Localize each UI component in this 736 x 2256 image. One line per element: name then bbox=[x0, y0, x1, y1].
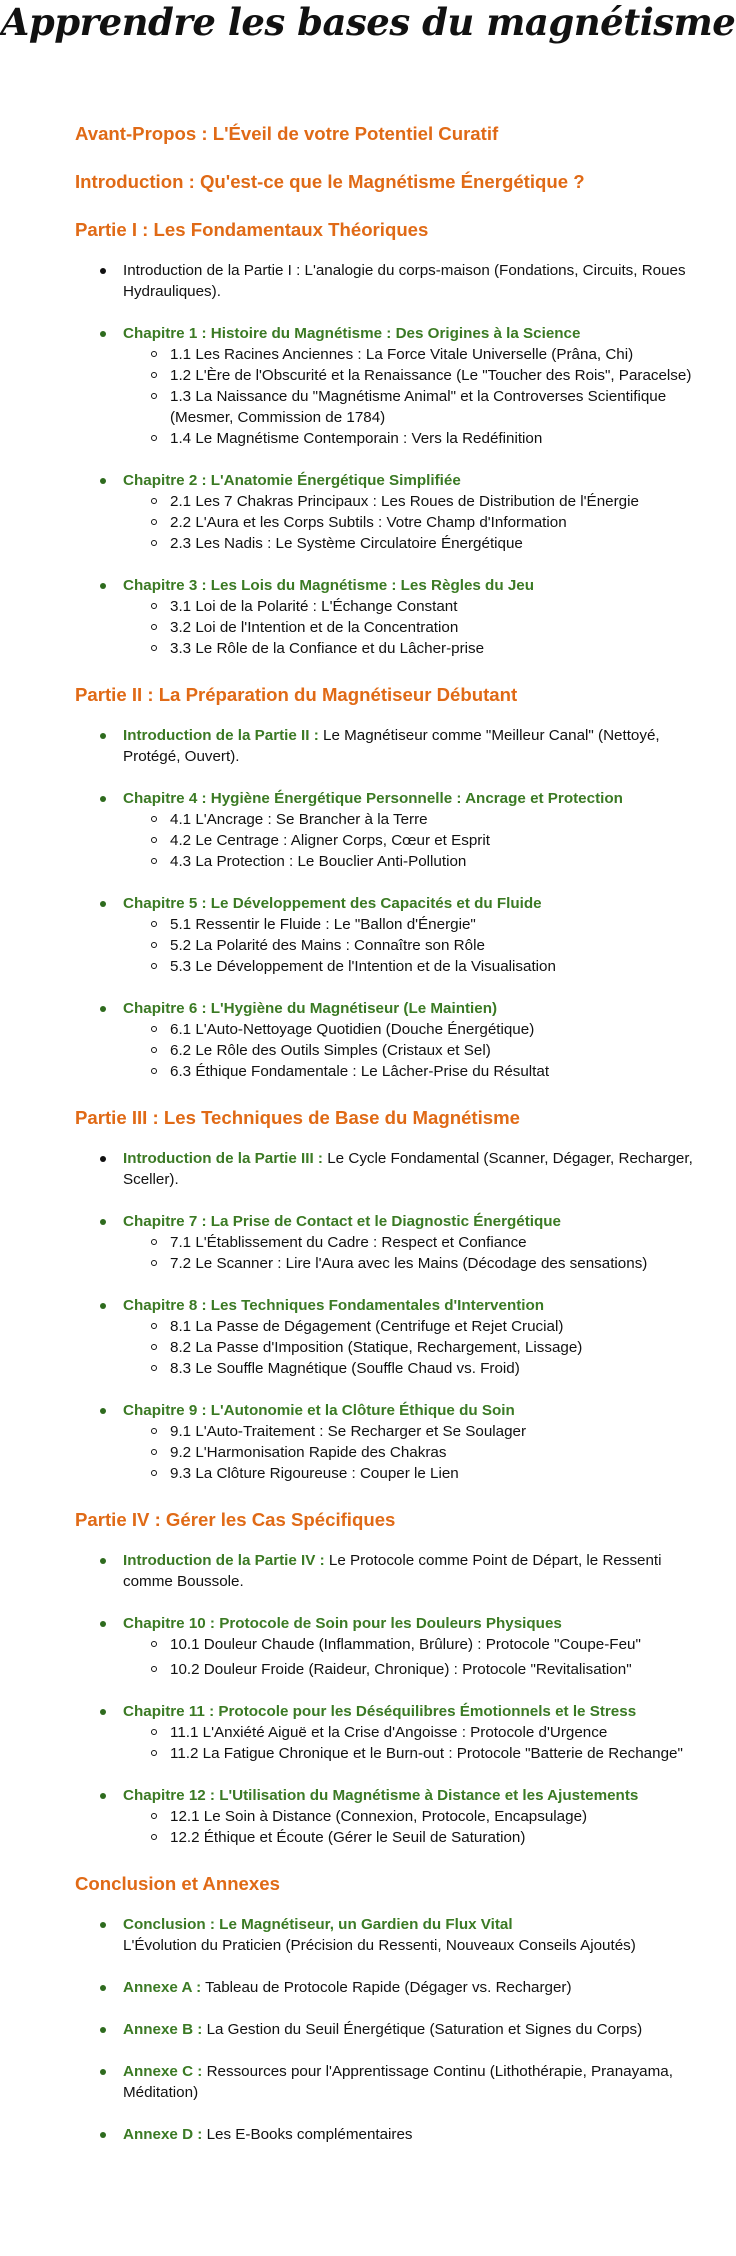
annex-text: Ressources pour l'Apprentissage Continu (Lithothérapie, Pranayama, Méditation) bbox=[123, 2063, 673, 2101]
circle-bullet-icon bbox=[151, 1068, 157, 1074]
sub-item-text: 1.2 L'Ère de l'Obscurité et la Renaissance (Le "Toucher des Rois", Paracelse) bbox=[170, 367, 692, 384]
list-item bbox=[123, 1019, 695, 1040]
chapter-title: Chapitre 10 : Protocole de Soin pour les Douleurs Physiques bbox=[123, 1615, 562, 1632]
circle-bullet-icon bbox=[151, 837, 157, 843]
sub-item-text: 1.4 Le Magnétisme Contemporain : Vers la Redéfinition bbox=[170, 430, 543, 447]
circle-bullet-icon bbox=[151, 1026, 157, 1032]
conclusion-text: L'Évolution du Praticien (Précision du Ressenti, Nouveaux Conseils Ajoutés) bbox=[123, 1937, 636, 1954]
list-item bbox=[123, 1806, 695, 1827]
sub-item-text: 4.3 La Protection : Le Bouclier Anti-Pollution bbox=[170, 853, 467, 870]
list-item bbox=[123, 1040, 695, 1061]
circle-bullet-icon bbox=[151, 1666, 157, 1672]
bullet-icon bbox=[100, 733, 106, 739]
intro-text: Le Cycle Fondamental (Scanner, Dégager, Recharger, Sceller). bbox=[123, 1150, 693, 1188]
list-item bbox=[75, 1148, 695, 1190]
sub-item-text: 7.2 Le Scanner : Lire l'Aura avec les Mains (Décodage des sensations) bbox=[170, 1255, 648, 1272]
heading-introduction: Introduction : Qu'est-ce que le Magnétisme Énergétique ? bbox=[75, 171, 585, 192]
chapter-6 bbox=[75, 998, 695, 1082]
list-item bbox=[123, 1827, 695, 1848]
list-item bbox=[75, 725, 695, 767]
circle-bullet-icon bbox=[151, 1239, 157, 1245]
sub-item-text: 6.3 Éthique Fondamentale : Le Lâcher-Prise du Résultat bbox=[170, 1063, 550, 1080]
sub-item-text: 5.3 Le Développement de l'Intention et de la Visualisation bbox=[170, 958, 556, 975]
sub-item-text: 8.2 La Passe d'Imposition (Statique, Rechargement, Lissage) bbox=[170, 1339, 583, 1356]
annex-label: Annexe C : bbox=[123, 2063, 203, 2080]
annex-label: Annexe B : bbox=[123, 2021, 203, 2038]
circle-bullet-icon bbox=[151, 816, 157, 822]
circle-bullet-icon bbox=[151, 351, 157, 357]
chapter-11 bbox=[75, 1701, 695, 1764]
circle-bullet-icon bbox=[151, 1470, 157, 1476]
list-item bbox=[123, 533, 695, 554]
list-item bbox=[123, 1421, 695, 1442]
sub-item-text: 2.2 L'Aura et les Corps Subtils : Votre Champ d'Information bbox=[170, 514, 567, 531]
list-item bbox=[123, 638, 695, 659]
partie-4-list bbox=[75, 1550, 695, 1848]
circle-bullet-icon bbox=[151, 603, 157, 609]
bullet-icon bbox=[100, 1922, 106, 1928]
intro-label: Introduction de la Partie II : bbox=[123, 727, 319, 744]
sub-item-text: 4.2 Le Centrage : Aligner Corps, Cœur et Esprit bbox=[170, 832, 490, 849]
sub-item-text: 3.2 Loi de l'Intention et de la Concentration bbox=[170, 619, 459, 636]
circle-bullet-icon bbox=[151, 1750, 157, 1756]
bullet-icon bbox=[100, 583, 106, 589]
circle-bullet-icon bbox=[151, 624, 157, 630]
list-item bbox=[123, 1061, 695, 1082]
chapter-4 bbox=[75, 788, 695, 872]
intro-text: Le Protocole comme Point de Départ, le Ressenti comme Boussole. bbox=[123, 1552, 662, 1590]
chapter-title: Chapitre 2 : L'Anatomie Énergétique Simplifiée bbox=[123, 472, 461, 489]
list-item bbox=[123, 596, 695, 617]
chapter-2 bbox=[75, 470, 695, 554]
list-item bbox=[123, 1634, 695, 1655]
list-item bbox=[123, 344, 695, 365]
bullet-icon bbox=[100, 1303, 106, 1309]
chapter-title: Chapitre 6 : L'Hygiène du Magnétiseur (Le Maintien) bbox=[123, 1000, 498, 1017]
sub-item-text: 3.3 Le Rôle de la Confiance et du Lâcher-prise bbox=[170, 640, 485, 657]
chapter-title: Chapitre 7 : La Prise de Contact et le Diagnostic Énergétique bbox=[123, 1213, 562, 1230]
circle-bullet-icon bbox=[151, 1047, 157, 1053]
chapter-1 bbox=[75, 323, 695, 449]
sub-item-text: 5.2 La Polarité des Mains : Connaître son Rôle bbox=[170, 937, 485, 954]
chapter-title: Chapitre 5 : Le Développement des Capacités et du Fluide bbox=[123, 895, 542, 912]
bullet-icon bbox=[100, 1408, 106, 1414]
conclusion-label: Conclusion : Le Magnétiseur, un Gardien du Flux Vital bbox=[123, 1916, 513, 1933]
circle-bullet-icon bbox=[151, 1344, 157, 1350]
chapter-3 bbox=[75, 575, 695, 659]
intro-label: Introduction de la Partie IV : bbox=[123, 1552, 325, 1569]
chapter-8 bbox=[75, 1295, 695, 1379]
list-item bbox=[123, 512, 695, 533]
bullet-icon bbox=[100, 1558, 106, 1564]
list-item bbox=[123, 1316, 695, 1337]
sub-item-text: 10.1 Douleur Chaude (Inflammation, Brûlure) : Protocole "Coupe-Feu" bbox=[170, 1636, 641, 1653]
circle-bullet-icon bbox=[151, 1428, 157, 1434]
sub-item-text: 5.1 Ressentir le Fluide : Le "Ballon d'Énergie" bbox=[170, 916, 476, 933]
chapter-title: Chapitre 12 : L'Utilisation du Magnétisme à Distance et les Ajustements bbox=[123, 1787, 639, 1804]
sub-item-text: 9.2 L'Harmonisation Rapide des Chakras bbox=[170, 1444, 447, 1461]
bullet-icon bbox=[100, 1006, 106, 1012]
sub-item-text: 8.3 Le Souffle Magnétique (Souffle Chaud vs. Froid) bbox=[170, 1360, 520, 1377]
partie-1-list bbox=[75, 260, 695, 659]
heading-partie-2: Partie II : La Préparation du Magnétiseur Débutant bbox=[75, 684, 518, 705]
chapter-title: Chapitre 11 : Protocole pour les Déséquilibres Émotionnels et le Stress bbox=[123, 1703, 637, 1720]
list-item bbox=[123, 914, 695, 935]
intro-label: Introduction de la Partie III : bbox=[123, 1150, 323, 1167]
list-item bbox=[75, 260, 695, 302]
sub-item-text: 6.1 L'Auto-Nettoyage Quotidien (Douche Énergétique) bbox=[170, 1021, 535, 1038]
list-item bbox=[123, 1743, 695, 1764]
chapter-7 bbox=[75, 1211, 695, 1274]
list-item bbox=[123, 809, 695, 830]
circle-bullet-icon bbox=[151, 540, 157, 546]
bullet-icon bbox=[100, 2027, 106, 2033]
chapter-5 bbox=[75, 893, 695, 977]
circle-bullet-icon bbox=[151, 1729, 157, 1735]
list-item bbox=[123, 935, 695, 956]
bullet-icon bbox=[100, 331, 106, 337]
circle-bullet-icon bbox=[151, 498, 157, 504]
list-item bbox=[75, 2019, 695, 2040]
list-item bbox=[123, 1722, 695, 1743]
intro-text: Introduction de la Partie I : L'analogie du corps-maison (Fondations, Circuits, Roues Hydrauliques). bbox=[123, 262, 686, 300]
circle-bullet-icon bbox=[151, 1323, 157, 1329]
list-item bbox=[123, 386, 695, 428]
conclusion-list bbox=[75, 1914, 695, 2145]
heading-partie-1: Partie I : Les Fondamentaux Théoriques bbox=[75, 219, 429, 240]
circle-bullet-icon bbox=[151, 1365, 157, 1371]
list-item bbox=[123, 1358, 695, 1379]
list-item bbox=[75, 1550, 695, 1592]
chapter-9 bbox=[75, 1400, 695, 1484]
bullet-icon bbox=[100, 1985, 106, 1991]
list-item bbox=[75, 2124, 695, 2145]
sub-item-text: 7.1 L'Établissement du Cadre : Respect et Confiance bbox=[170, 1234, 527, 1251]
chapter-title: Chapitre 9 : L'Autonomie et la Clôture Éthique du Soin bbox=[123, 1402, 515, 1419]
annex-text: La Gestion du Seuil Énergétique (Saturation et Signes du Corps) bbox=[206, 2021, 643, 2038]
chapter-title: Chapitre 4 : Hygiène Énergétique Personnelle : Ancrage et Protection bbox=[123, 790, 623, 807]
circle-bullet-icon bbox=[151, 645, 157, 651]
chapter-title: Chapitre 3 : Les Lois du Magnétisme : Les Règles du Jeu bbox=[123, 577, 534, 594]
chapter-title: Chapitre 1 : Histoire du Magnétisme : Des Origines à la Science bbox=[123, 325, 581, 342]
sub-item-text: 11.2 La Fatigue Chronique et le Burn-out : Protocole "Batterie de Rechange" bbox=[170, 1745, 683, 1762]
bullet-icon bbox=[100, 901, 106, 907]
sub-item-text: 9.3 La Clôture Rigoureuse : Couper le Lien bbox=[170, 1465, 459, 1482]
bullet-icon bbox=[100, 2132, 106, 2138]
sub-item-text: 1.3 La Naissance du "Magnétisme Animal" et la Controverses Scientifique (Mesmer, Commission de 1784) bbox=[170, 388, 667, 426]
circle-bullet-icon bbox=[151, 858, 157, 864]
partie-3-list bbox=[75, 1148, 695, 1484]
list-item bbox=[123, 365, 695, 386]
heading-conclusion: Conclusion et Annexes bbox=[75, 1873, 280, 1894]
sub-item-text: 2.1 Les 7 Chakras Principaux : Les Roues de Distribution de l'Énergie bbox=[170, 493, 639, 510]
bullet-icon bbox=[100, 1793, 106, 1799]
list-item bbox=[123, 428, 695, 449]
list-item bbox=[75, 1914, 695, 1956]
bullet-icon bbox=[100, 1219, 106, 1225]
partie-2-list bbox=[75, 725, 695, 1082]
sub-item-text: 4.1 L'Ancrage : Se Brancher à la Terre bbox=[170, 811, 428, 828]
table-of-contents bbox=[75, 122, 695, 2145]
circle-bullet-icon bbox=[151, 372, 157, 378]
annex-label: Annexe A : bbox=[123, 1979, 202, 1996]
sub-item-text: 11.1 L'Anxiété Aiguë et la Crise d'Angoisse : Protocole d'Urgence bbox=[170, 1724, 608, 1741]
list-item bbox=[123, 1253, 695, 1274]
list-item bbox=[123, 956, 695, 977]
list-item bbox=[123, 830, 695, 851]
bullet-icon bbox=[100, 2069, 106, 2075]
list-item bbox=[75, 2061, 695, 2103]
chapter-12 bbox=[75, 1785, 695, 1848]
bullet-icon bbox=[100, 1156, 106, 1162]
chapter-10 bbox=[75, 1613, 695, 1680]
annex-text: Les E-Books complémentaires bbox=[206, 2126, 413, 2143]
annex-text: Tableau de Protocole Rapide (Dégager vs. Recharger) bbox=[205, 1979, 572, 1996]
circle-bullet-icon bbox=[151, 1641, 157, 1647]
list-item bbox=[123, 1337, 695, 1358]
circle-bullet-icon bbox=[151, 1260, 157, 1266]
sub-item-text: 9.1 L'Auto-Traitement : Se Recharger et Se Soulager bbox=[170, 1423, 527, 1440]
circle-bullet-icon bbox=[151, 519, 157, 525]
circle-bullet-icon bbox=[151, 1449, 157, 1455]
circle-bullet-icon bbox=[151, 921, 157, 927]
list-item bbox=[123, 617, 695, 638]
list-item bbox=[123, 1442, 695, 1463]
bullet-icon bbox=[100, 1621, 106, 1627]
chapter-title: Chapitre 8 : Les Techniques Fondamentales d'Intervention bbox=[123, 1297, 545, 1314]
bullet-icon bbox=[100, 1709, 106, 1715]
list-item bbox=[123, 1463, 695, 1484]
sub-item-text: 10.2 Douleur Froide (Raideur, Chronique) : Protocole "Revitalisation" bbox=[170, 1661, 632, 1678]
list-item bbox=[123, 1659, 695, 1680]
heading-partie-3: Partie III : Les Techniques de Base du Magnétisme bbox=[75, 1107, 520, 1128]
heading-avant-propos: Avant-Propos : L'Éveil de votre Potentiel Curatif bbox=[75, 123, 499, 144]
bullet-icon bbox=[100, 268, 106, 274]
bullet-icon bbox=[100, 478, 106, 484]
sub-item-text: 12.2 Éthique et Écoute (Gérer le Seuil de Saturation) bbox=[170, 1829, 526, 1846]
page-title: Apprendre les bases du magnétisme bbox=[0, 0, 736, 44]
list-item bbox=[123, 491, 695, 512]
sub-item-text: 12.1 Le Soin à Distance (Connexion, Protocole, Encapsulage) bbox=[170, 1808, 588, 1825]
circle-bullet-icon bbox=[151, 942, 157, 948]
heading-partie-4: Partie IV : Gérer les Cas Spécifiques bbox=[75, 1509, 396, 1530]
circle-bullet-icon bbox=[151, 1834, 157, 1840]
circle-bullet-icon bbox=[151, 393, 157, 399]
sub-item-text: 8.1 La Passe de Dégagement (Centrifuge et Rejet Crucial) bbox=[170, 1318, 564, 1335]
list-item bbox=[123, 851, 695, 872]
intro-text: Le Magnétiseur comme "Meilleur Canal" (Nettoyé, Protégé, Ouvert). bbox=[123, 727, 660, 765]
annex-label: Annexe D : bbox=[123, 2126, 203, 2143]
list-item bbox=[123, 1232, 695, 1253]
circle-bullet-icon bbox=[151, 435, 157, 441]
sub-item-text: 1.1 Les Racines Anciennes : La Force Vitale Universelle (Prâna, Chi) bbox=[170, 346, 634, 363]
list-item bbox=[75, 1977, 695, 1998]
circle-bullet-icon bbox=[151, 963, 157, 969]
sub-item-text: 3.1 Loi de la Polarité : L'Échange Constant bbox=[170, 598, 458, 615]
sub-item-text: 2.3 Les Nadis : Le Système Circulatoire Énergétique bbox=[170, 535, 523, 552]
bullet-icon bbox=[100, 796, 106, 802]
sub-item-text: 6.2 Le Rôle des Outils Simples (Cristaux et Sel) bbox=[170, 1042, 491, 1059]
circle-bullet-icon bbox=[151, 1813, 157, 1819]
